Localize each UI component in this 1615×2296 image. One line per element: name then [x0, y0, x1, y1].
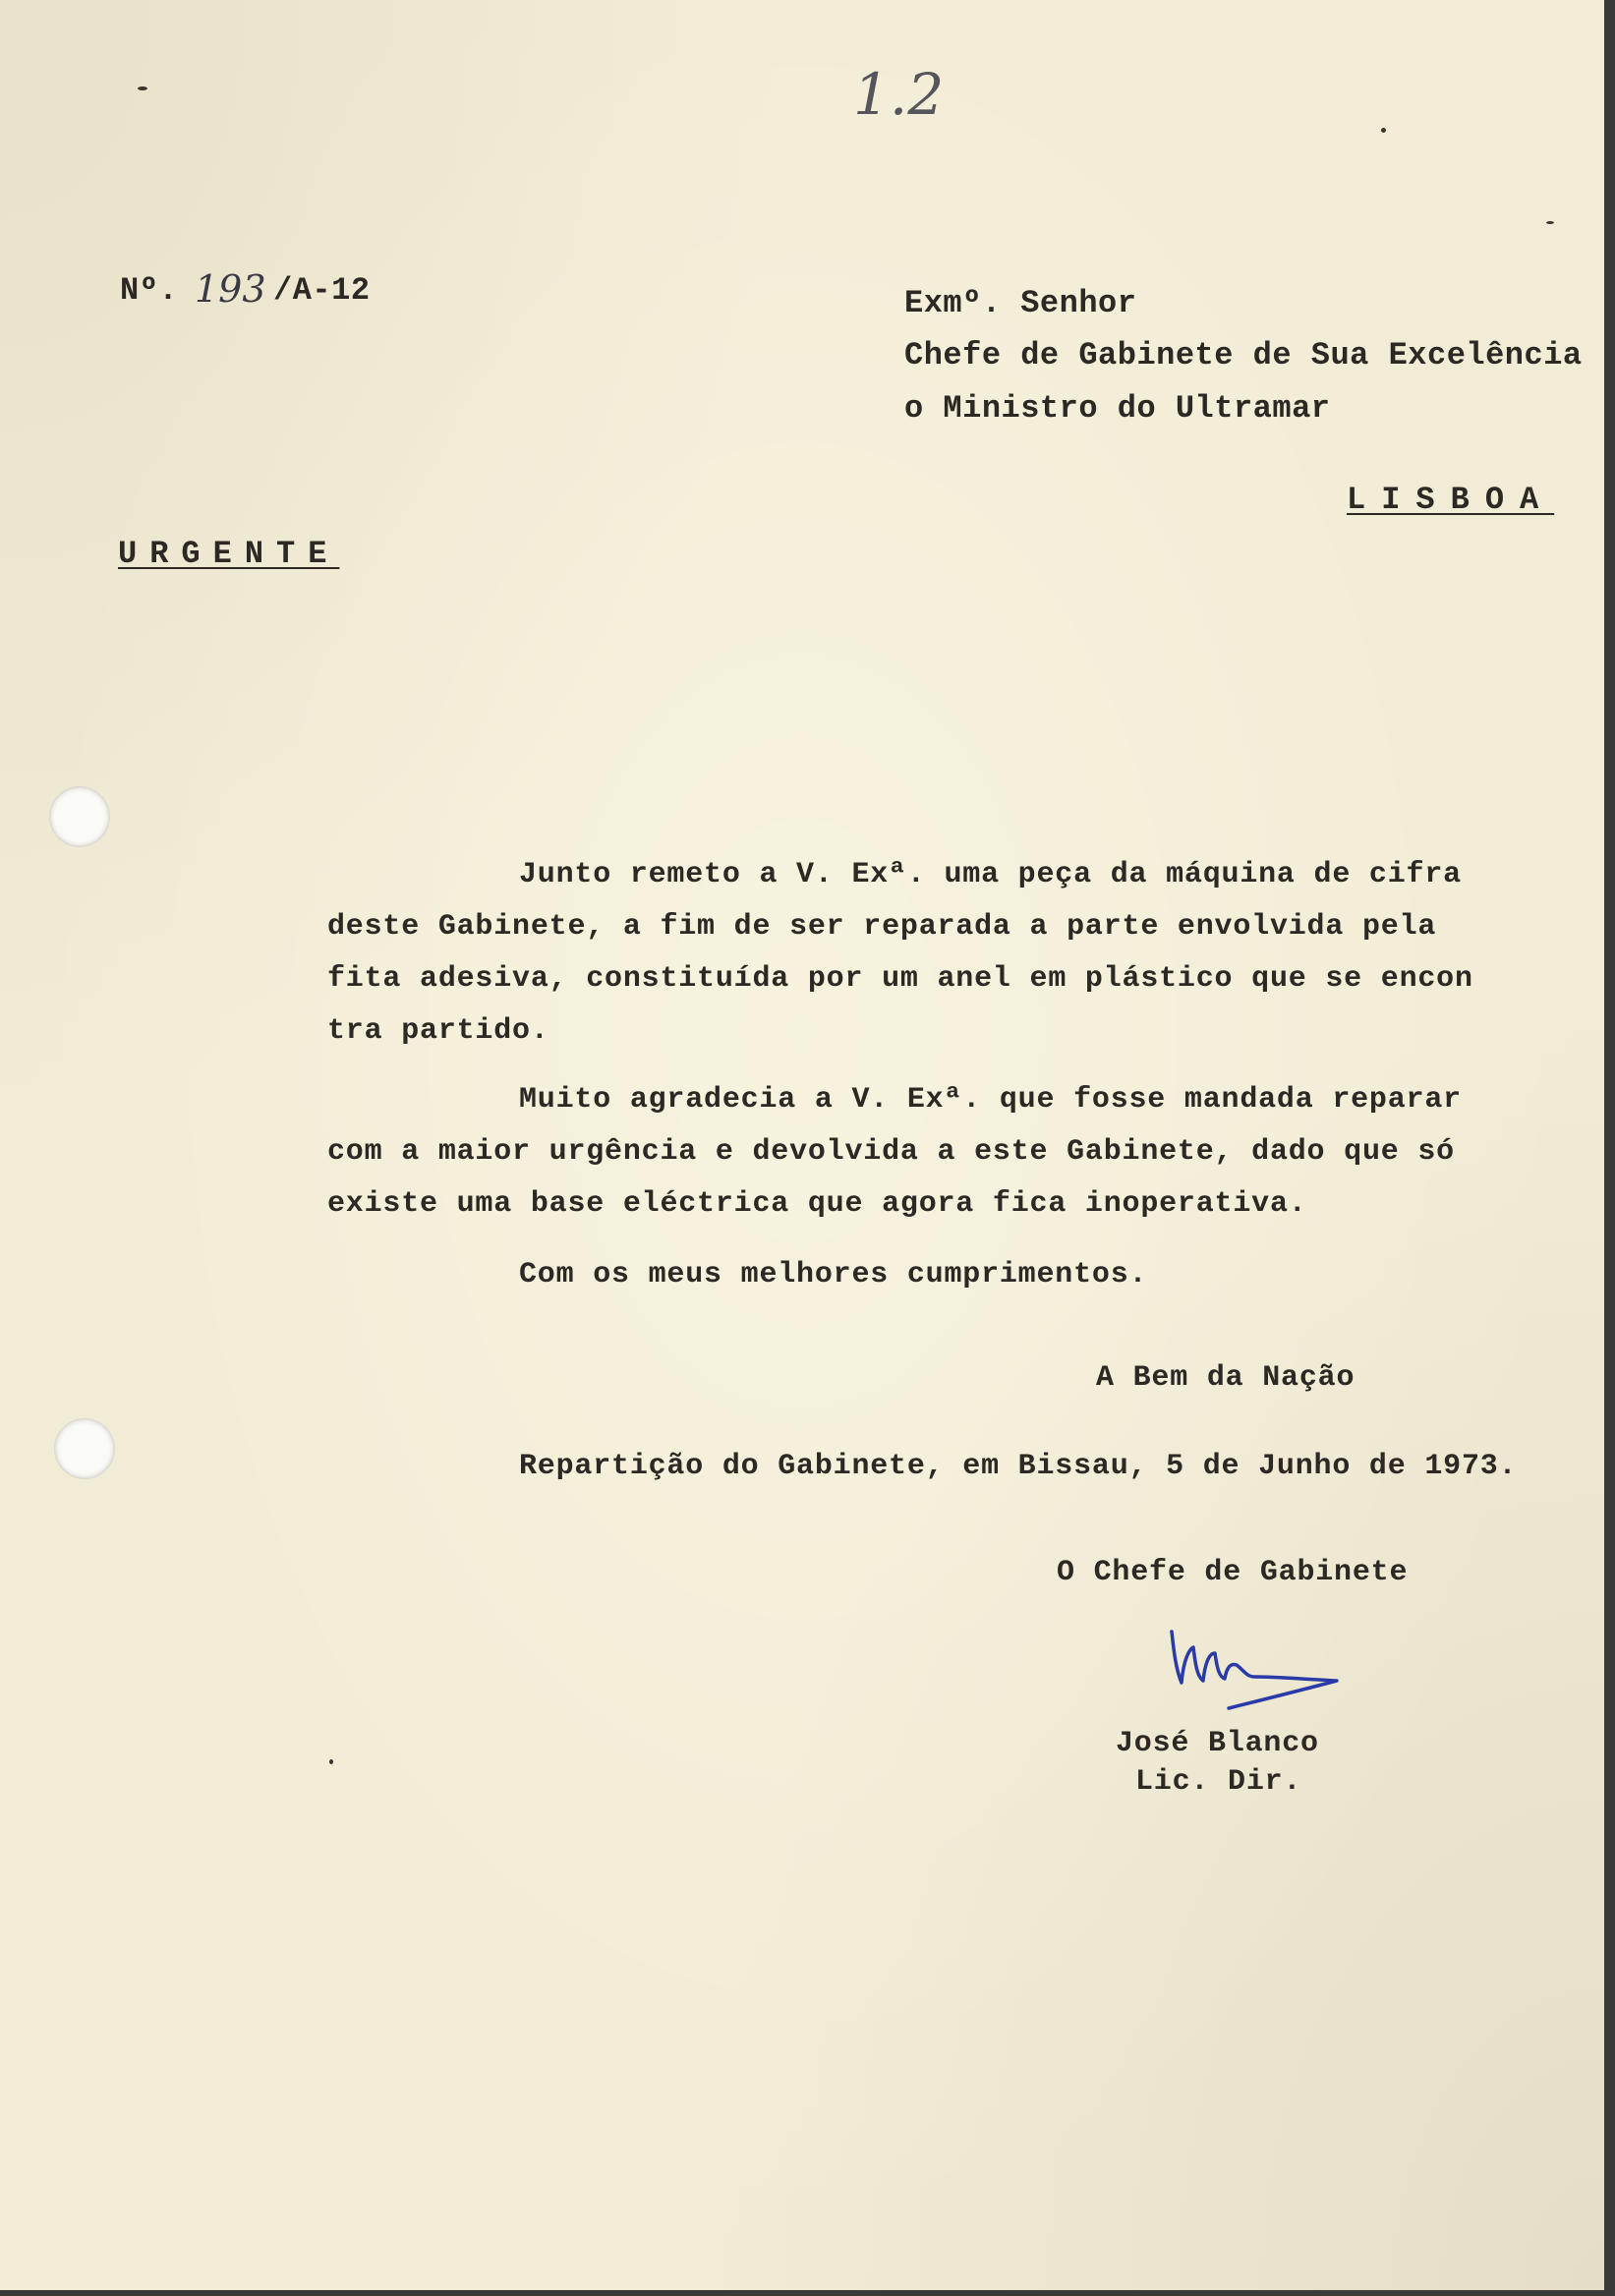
addressee-title: Chefe de Gabinete de Sua Excelência	[904, 337, 1583, 373]
body-paragraph-1-line-3: fita adesiva, constituída por um anel em plástico que se encon	[327, 962, 1473, 996]
reference-number-handwritten: 193	[195, 267, 266, 311]
closing-motto: A Bem da Nação	[1096, 1361, 1355, 1395]
punch-hole-top	[49, 786, 110, 847]
reference-prefix: Nº.	[120, 272, 179, 309]
ink-speck	[1546, 221, 1554, 224]
addressee-ministry: o Ministro do Ultramar	[904, 390, 1331, 427]
handwritten-signature	[1160, 1620, 1356, 1728]
body-paragraph-3: Com os meus melhores cumprimentos.	[519, 1258, 1148, 1292]
ink-speck	[138, 86, 147, 90]
signatory-name: José Blanco	[1116, 1727, 1319, 1760]
signatory-credential: Lic. Dir.	[1135, 1765, 1302, 1799]
addressee-city: LISBOA	[1347, 482, 1555, 518]
body-paragraph-1-line-1: Junto remeto a V. Exª. uma peça da máquina de cifra	[519, 858, 1462, 891]
ink-speck	[1381, 128, 1386, 133]
addressee-salutation: Exmº. Senhor	[904, 285, 1137, 321]
body-paragraph-2-line-1: Muito agradecia a V. Exª. que fosse mandada reparar	[519, 1083, 1462, 1117]
body-paragraph-2-line-2: com a maior urgência e devolvida a este Gabinete, dado que só	[327, 1135, 1455, 1169]
punch-hole-bottom	[54, 1418, 115, 1479]
handwritten-page-number: 1.2	[853, 61, 945, 128]
body-paragraph-1-line-2: deste Gabinete, a fim de ser reparada a parte envolvida pela	[327, 910, 1437, 944]
closing-place-date: Repartição do Gabinete, em Bissau, 5 de Junho de 1973.	[519, 1450, 1518, 1483]
closing-signatory-title: O Chefe de Gabinete	[1057, 1556, 1409, 1589]
priority-label: URGENTE	[118, 536, 340, 572]
ink-speck	[329, 1759, 333, 1764]
body-paragraph-2-line-3: existe uma base eléctrica que agora fica inoperativa.	[327, 1187, 1307, 1221]
reference-suffix: /A-12	[273, 272, 371, 309]
body-paragraph-1-line-4: tra partido.	[327, 1014, 549, 1048]
